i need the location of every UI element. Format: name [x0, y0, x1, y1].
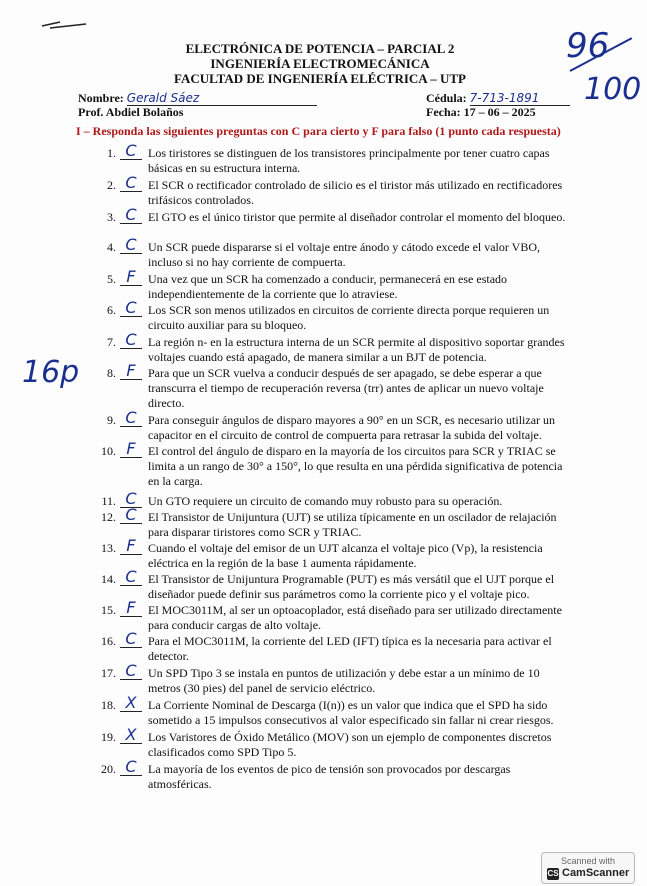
answer-mark: C: [120, 759, 142, 776]
question-number: 4.: [107, 240, 116, 254]
question-number: 7.: [107, 335, 116, 349]
answer-mark: F: [120, 363, 142, 380]
question-number: 9.: [107, 413, 116, 427]
question-number: 1.: [107, 146, 116, 160]
answer-mark: C: [120, 332, 142, 349]
question-item: [96, 141, 574, 176]
answer-mark: C: [120, 663, 142, 680]
question-text: Una vez que un SCR ha comenzado a conducir, permanecerá en ese estado independientemente de la corriente que lo atraviese.: [148, 272, 508, 301]
question-item: [96, 439, 574, 489]
question-item: [96, 629, 574, 664]
question-text: Para el MOC3011M, la corriente del LED (IFT) típica es la necesaria para activar el detector.: [148, 634, 552, 663]
question-number: 12.: [101, 510, 116, 524]
question-number: 2.: [107, 178, 116, 192]
answer-mark: C: [120, 237, 142, 254]
question-number: 11.: [101, 494, 116, 508]
answer-mark: C: [120, 143, 142, 160]
question-text: La Corriente Nominal de Descarga (I(n)) es un valor que indica que el SPD ha sido sometido a 15 impulsos consecutivos al valor especificado sin fallar ni crear riesgos.: [148, 698, 554, 727]
scanned-with-label: Scanned with: [560, 856, 616, 866]
question-text: Un SPD Tipo 3 se instala en puntos de utilización y debe estar a un mínimo de 10 metros (30 pies) del panel de servicio eléctrico.: [148, 666, 540, 695]
name-row: [78, 91, 317, 106]
answer-mark: X: [120, 695, 142, 712]
name-label: Nombre:: [78, 91, 124, 105]
question-item: [96, 361, 574, 411]
answer-mark: C: [120, 507, 142, 524]
program-title: INGENIERÍA ELECTROMECÁNICA: [210, 56, 430, 71]
faculty-title: FACULTAD DE INGENIERÍA ELÉCTRICA – UTP: [174, 71, 466, 86]
question-item: [96, 235, 574, 270]
question-number: 20.: [101, 762, 116, 776]
section-title: I – Responda las siguientes preguntas con C para cierto y F para falso (1 punto cada respuesta): [76, 124, 561, 138]
answer-mark: C: [120, 491, 142, 508]
question-item: [96, 173, 574, 208]
answer-mark: C: [120, 300, 142, 317]
cedula-label: Cédula:: [426, 91, 467, 105]
professor-label: Prof. Abdiel Bolaños: [78, 105, 184, 119]
question-text: Los SCR son menos utilizados en circuitos de corriente directa porque requieren un circuito auxiliar para su bloqueo.: [148, 303, 550, 332]
camscanner-badge: [541, 852, 635, 884]
answer-mark: C: [120, 175, 142, 192]
answer-mark: C: [120, 631, 142, 648]
question-item: [96, 598, 574, 633]
name-value: Gerald Sáez: [127, 91, 317, 106]
answer-mark: C: [120, 569, 142, 586]
question-item: [96, 298, 574, 333]
answer-mark: F: [120, 269, 142, 286]
question-item: [96, 267, 574, 302]
question-number: 6.: [107, 303, 116, 317]
question-number: 8.: [107, 366, 116, 380]
question-text: Un GTO requiere un circuito de comando muy robusto para su operación.: [148, 494, 503, 508]
question-number: 19.: [101, 730, 116, 744]
fecha-label: Fecha:: [426, 105, 461, 119]
question-number: 18.: [101, 698, 116, 712]
question-text: El GTO es el único tiristor que permite al diseñador controlar el momento del bloqueo.: [148, 210, 566, 224]
question-item: [96, 661, 574, 696]
answer-mark: C: [120, 207, 142, 224]
cedula-row: [426, 91, 570, 106]
answer-mark: F: [120, 441, 142, 458]
grade-total: 100: [584, 72, 642, 107]
grade-score: 96: [566, 26, 610, 66]
question-text: La mayoría de los eventos de pico de tensión son provocados por descargas atmosféricas.: [148, 762, 511, 791]
question-item: [96, 567, 574, 602]
question-text: Cuando el voltaje del emisor de un UJT alcanza el voltaje pico (Vp), la resistencia eléctrica en la región de la base 1 aumenta rápidamente.: [148, 541, 543, 570]
question-number: 16.: [101, 634, 116, 648]
question-number: 5.: [107, 272, 116, 286]
answer-mark: X: [120, 727, 142, 744]
question-number: 13.: [101, 541, 116, 555]
fecha-value: 17 – 06 – 2025: [463, 105, 536, 119]
camscanner-brand: CamScanner: [562, 867, 630, 879]
question-text: Un SCR puede dispararse si el voltaje entre ánodo y cátodo excede el valor VBO, incluso si no hay corriente de compuerta.: [148, 240, 540, 269]
question-number: 14.: [101, 572, 116, 586]
question-text: La región n- en la estructura interna de un SCR permite al dispositivo soportar grandes voltajes cuando está apagado, de manera similar a un BJT de potencia.: [148, 335, 565, 364]
answer-mark: F: [120, 600, 142, 617]
question-item: [96, 330, 574, 365]
side-points-note: 16p: [22, 355, 80, 390]
course-title: ELECTRÓNICA DE POTENCIA – PARCIAL 2: [185, 41, 455, 56]
question-item: [96, 408, 574, 443]
question-number: 17.: [101, 666, 116, 680]
question-number: 3.: [107, 210, 116, 224]
question-number: 15.: [101, 603, 116, 617]
pen-scribble: [40, 12, 90, 32]
camscanner-logo-icon: CS: [547, 869, 559, 878]
answer-mark: C: [120, 410, 142, 427]
question-text: El control del ángulo de disparo en la mayoría de los circuitos para SCR y TRIAC se limita a un rango de 30° a 150°, lo que resulta en una pérdida significativa de potencia en la carga.: [148, 444, 563, 488]
question-text: Los Varistores de Óxido Metálico (MOV) son un ejemplo de componentes discretos clasificados como SPD Tipo 5.: [148, 730, 552, 759]
cedula-value: 7-713-1891: [470, 91, 570, 106]
question-text: El Transistor de Unijuntura (UJT) se utiliza típicamente en un oscilador de relajación para disparar tiristores como SCR y TRIAC.: [148, 510, 557, 539]
question-text: El Transistor de Unijuntura Programable (PUT) es más versátil que el UJT porque el diseñador puede definir sus parámetros como la corriente pico y el voltaje pico.: [148, 572, 555, 601]
question-item: [96, 693, 574, 728]
fecha-row: [426, 105, 536, 120]
question-text: El SCR o rectificador controlado de silicio es el tiristor más utilizado en rectificadores trifásicos controlados.: [148, 178, 563, 207]
question-item: [96, 725, 574, 760]
question-item: [96, 489, 574, 509]
question-item: [96, 505, 574, 540]
question-text: Para conseguir ángulos de disparo mayores a 90° en un SCR, es necesario utilizar un capacitor en el circuito de control de compuerta para retrasar la subida del voltaje.: [148, 413, 556, 442]
question-item: [96, 205, 574, 225]
question-item: [96, 536, 574, 571]
question-number: 10.: [101, 444, 116, 458]
question-item: [96, 757, 574, 792]
question-text: Los tiristores se distinguen de los transistores principalmente por tener cuatro capas básicas en su estructura interna.: [148, 146, 550, 175]
answer-mark: F: [120, 538, 142, 555]
question-text: El MOC3011M, al ser un optoacoplador, está diseñado para ser utilizado directamente para conducir cargas de alto voltaje.: [148, 603, 562, 632]
question-text: Para que un SCR vuelva a conducir después de ser apagado, se debe esperar a que transcurra el tiempo de recuperación reversa (trr) antes de aplicar un nuevo voltaje directo.: [148, 366, 544, 410]
